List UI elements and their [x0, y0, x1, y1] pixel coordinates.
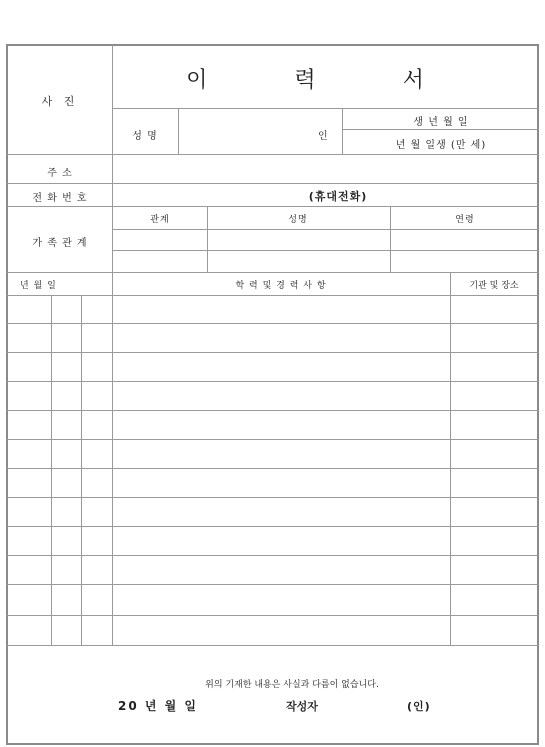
phone-label: 전 화 번 호 [32, 193, 88, 204]
family-label: 가 족 관 계 [32, 238, 88, 249]
rule-family-col2 [390, 206, 391, 272]
rule-family-row [112, 250, 538, 251]
rule-history-row [7, 352, 538, 353]
rule-history-bottom [7, 645, 538, 646]
rule-header-bottom [7, 154, 538, 155]
family-header-relation: 관계 [150, 215, 170, 225]
rule-history-row [7, 615, 538, 616]
mobile-label: (휴대전화) [308, 190, 368, 203]
rule-history-row [7, 410, 538, 411]
rule-history-row [7, 584, 538, 585]
rule-label-column [112, 45, 113, 645]
page-title: 이 력 서 [186, 68, 464, 93]
address-field[interactable] [114, 156, 536, 182]
age-line: 년 월 일생 (만 세) [395, 140, 487, 151]
birth-label: 생 년 월 일 [413, 117, 469, 128]
history-date-header: 년 월 일 [20, 281, 57, 291]
rule-date-col1 [51, 295, 52, 645]
rule-family-col1 [207, 206, 208, 272]
rule-history-row [7, 468, 538, 469]
rule-history-row [7, 439, 538, 440]
rule-history-row [7, 497, 538, 498]
rule-family-bottom [7, 272, 538, 273]
rule-name-split [178, 108, 179, 154]
rule-history-row [7, 381, 538, 382]
rule-history-row [7, 555, 538, 556]
photo-label: 사 진 [41, 95, 79, 108]
name-label: 성 명 [132, 131, 158, 142]
rule-place-column [450, 272, 451, 645]
rule-history-row [7, 323, 538, 324]
statement-text: 위의 기재한 내용은 사실과 다름이 없습니다. [205, 680, 379, 690]
rule-address-bottom [7, 183, 538, 184]
rule-history-header [7, 295, 538, 296]
family-header-age: 연령 [455, 215, 475, 225]
history-detail-header: 학 력 및 경 력 사 항 [235, 281, 327, 291]
seal-label: 인 [318, 131, 329, 142]
writer-label: 작성자 [286, 700, 318, 713]
rule-birth-split [342, 129, 538, 130]
rule-family-header [112, 229, 538, 230]
family-header-name: 성명 [288, 215, 308, 225]
rule-date-col2 [81, 295, 82, 645]
rule-header-split [112, 108, 538, 109]
date-line: 20 년 월 일 [118, 699, 199, 713]
writer-seal: (인) [407, 700, 431, 713]
rule-history-row [7, 526, 538, 527]
history-place-header: 기관 및 장소 [469, 281, 519, 291]
rule-birth-column [342, 108, 343, 154]
address-label: 주 소 [47, 168, 73, 179]
name-field[interactable] [180, 110, 340, 153]
rule-phone-bottom [7, 206, 538, 207]
